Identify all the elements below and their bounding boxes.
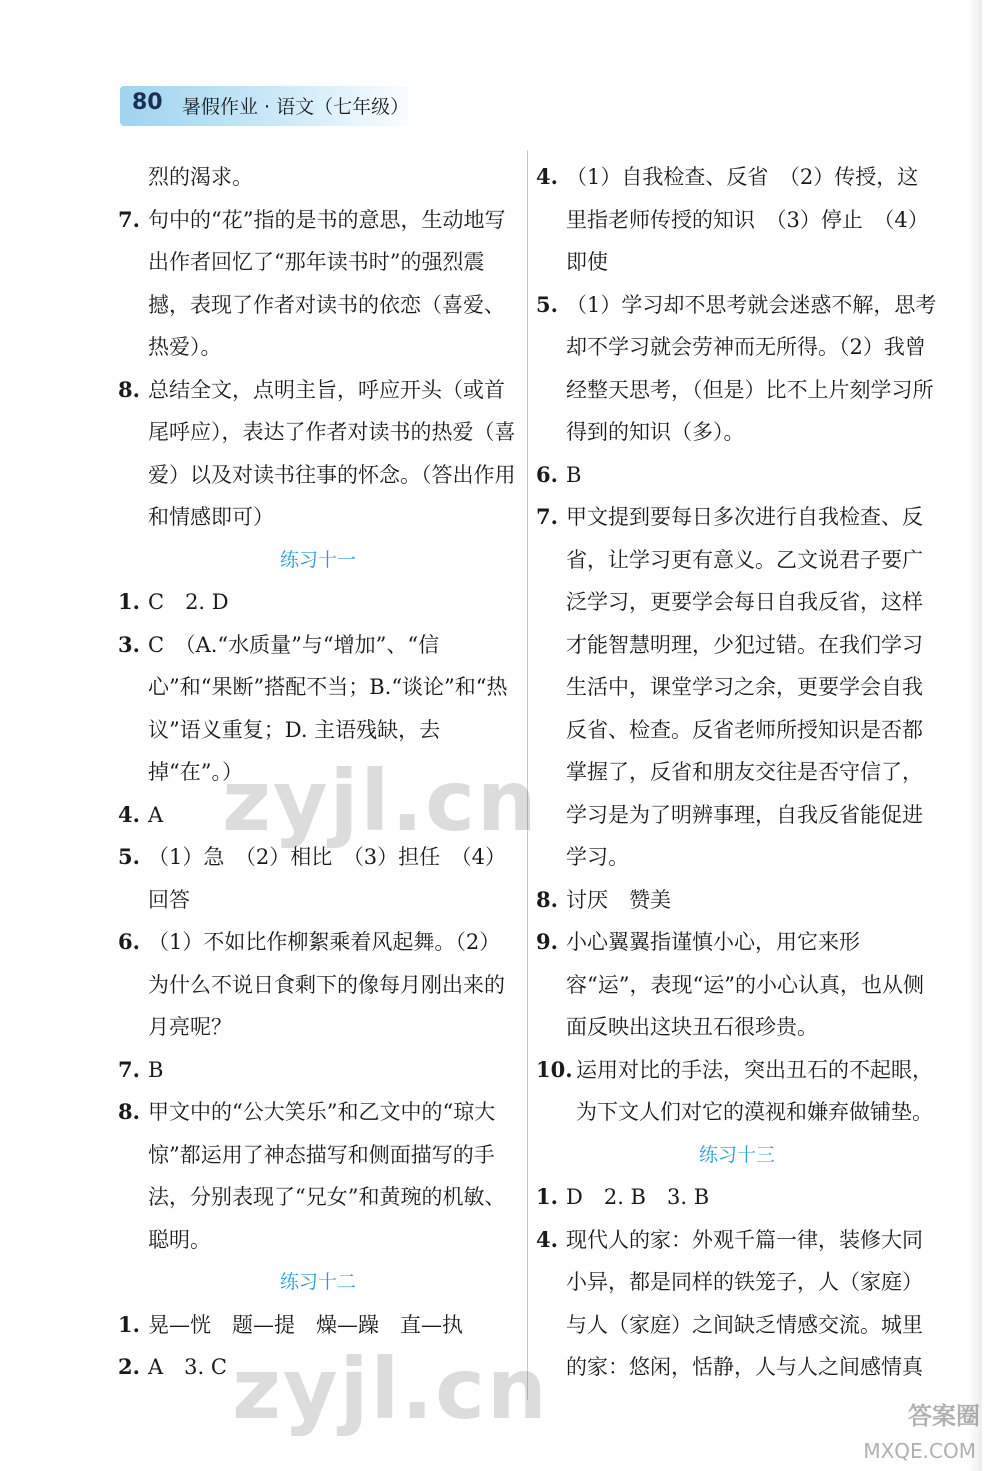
answer-text: B [566, 462, 582, 487]
answer-item [536, 879, 938, 922]
answer-text: 现代人的家：外观千篇一律，装修大同小异，都是同样的铁笼子，人（家庭）与人（家庭）之间缺乏情感交流。城里的家：悠闲，恬静，人与人之间感情真 [566, 1227, 923, 1379]
section-heading: 练习十一 [279, 548, 356, 571]
answer-number: 3. [118, 631, 140, 657]
answer-number: 6. [536, 461, 558, 487]
answer-text: A 3. C [148, 1355, 227, 1379]
answer-text: 甲文提到要每日多次进行自我检查、反省，让学习更有意义。乙文说君子要广泛学习，更要学会每日自我反省，这样才能智慧明理，少犯过错。在我们学习生活中，课堂学习之余，更要学会自我反省、检查。反省老师所授知识是否都掌握了，反省和朋友交往是否守信了，学习是为了明辨事理，自我反省能促进学习。 [566, 505, 923, 869]
answer-item [118, 199, 518, 369]
answer-item [536, 454, 938, 497]
answer-item [536, 1176, 938, 1219]
answer-continuation: 烈的渴求。 [148, 165, 253, 189]
answer-number: 7. [118, 1056, 140, 1082]
answer-text: B [148, 1057, 164, 1082]
answer-text: D 2. B 3. B [566, 1185, 710, 1209]
answer-number: 4. [536, 1226, 558, 1252]
answer-stamp: 答案圈 [908, 1402, 980, 1430]
answer-item [536, 156, 938, 284]
answer-item [118, 369, 518, 539]
answer-text: C （A.“水质量”与“增加”、“信心”和“果断”搭配不当；B.“谈论”和“热议”语义重复；D. 主语残缺，去掉“在”。） [148, 632, 508, 784]
answer-number: 5. [536, 291, 558, 317]
answer-item [536, 1219, 938, 1389]
page-edge [968, 0, 982, 1471]
answer-item [536, 1049, 938, 1134]
page-title: 暑假作业 · 语文（七年级） [182, 96, 410, 118]
stamp-domain: MXQE.COM [863, 1439, 976, 1463]
page-number: 80 [132, 90, 163, 115]
answer-number: 7. [536, 504, 558, 529]
answer-number: 1. [118, 1311, 140, 1337]
answer-text: 小心翼翼指谨慎小心，用它来形容“运”，表现“运”的小心认真，也从侧面反映出这块丑石很珍贵。 [566, 930, 924, 1039]
answer-number: 8. [118, 376, 140, 402]
answer-number: 8. [118, 1099, 140, 1124]
answer-number: 7. [118, 206, 140, 232]
section-heading: 练习十二 [279, 1271, 356, 1293]
section-heading: 练习十三 [698, 1143, 775, 1166]
answer-text: 讨厌 赞美 [566, 887, 671, 912]
watermark: zyjl.cn [222, 752, 539, 850]
answer-item [118, 1049, 518, 1092]
answer-text: 总结全文，点明主旨，呼应开头（或首尾呼应），表达了作者对读书的热爱（喜爱）以及对读书往事的怀念。（答出作用和情感即可） [148, 377, 516, 529]
answer-text: （1）自我检查、反省 （2）传授，这里指老师传授的知识 （3）停止 （4）即使 [566, 165, 929, 274]
answer-text: A [148, 802, 164, 827]
answer-number: 5. [118, 844, 140, 869]
answer-number: 1. [536, 1184, 558, 1209]
answer-number: 2. [118, 1354, 140, 1379]
answer-text: 甲文中的“公大笑乐”和乙文中的“琼大惊”都运用了神态描写和侧面描写的手法，分别表现了“兄女”和黄琬的机敏、聪明。 [148, 1100, 506, 1252]
answer-text: 运用对比的手法，突出丑石的不起眼，为下文人们对它的漠视和嫌弃做铺垫。 [576, 1057, 933, 1124]
answer-item [536, 921, 938, 1049]
answer-text: （1）急 （2）相比 （3）担任 （4）回答 [148, 845, 506, 912]
answer-number: 8. [536, 886, 558, 912]
answer-text: C 2. D [148, 590, 229, 614]
answer-item [118, 921, 518, 1049]
right-column [536, 156, 938, 1389]
answer-text: 晃—恍 题—提 燥—躁 直—执 [148, 1312, 463, 1337]
answer-item [118, 581, 518, 624]
answer-item [536, 496, 938, 879]
answer-text: 句中的“花”指的是书的意思，生动地写出作者回忆了“那年读书时”的强烈震撼，表现了作者对读书的依恋（喜爱、热爱）。 [148, 207, 506, 359]
answer-number: 6. [118, 929, 140, 954]
answer-text: （1）不如比作柳絮乘着风起舞。（2）为什么不说日食剩下的像每月刚出来的月亮呢？ [148, 930, 505, 1039]
answer-number: 4. [536, 164, 558, 189]
answer-number: 1. [118, 589, 140, 614]
answer-number: 10. [536, 1056, 573, 1082]
answer-item [536, 284, 938, 454]
watermark: zyjl.cn [232, 1340, 549, 1438]
answer-item [118, 1091, 518, 1261]
answer-number: 4. [118, 801, 140, 827]
answer-number: 9. [536, 929, 558, 954]
answer-text: （1）学习却不思考就会迷惑不解，思考却不学习就会劳神而无所得。（2）我曾经整天思考，（但是）比不上片刻学习所得到的知识（多）。 [566, 292, 937, 444]
